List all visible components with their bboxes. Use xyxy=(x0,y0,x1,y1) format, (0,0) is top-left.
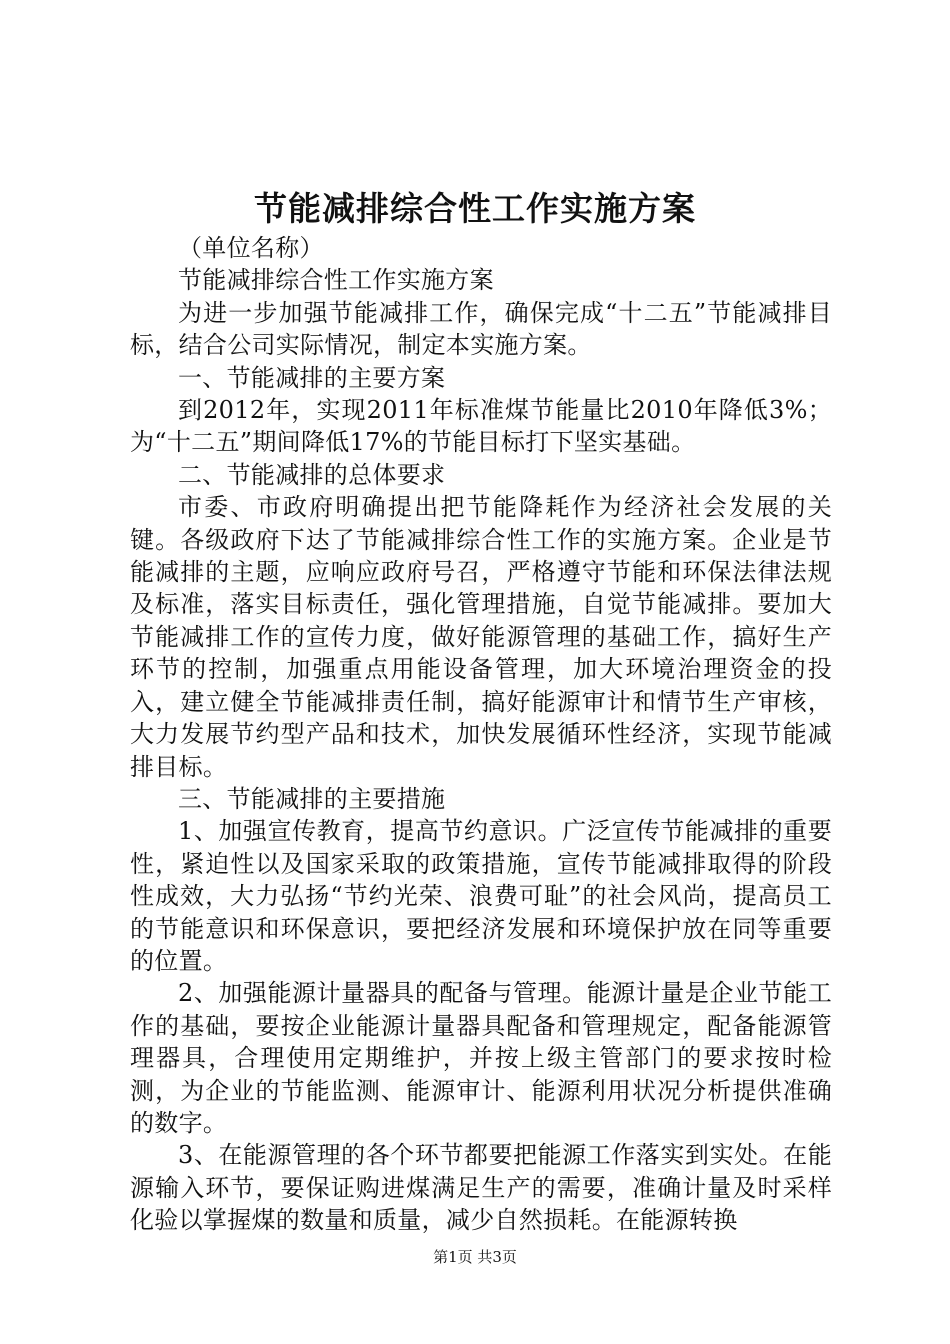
section-heading-1: 一、节能减排的主要方案 xyxy=(178,363,446,392)
subtitle-line: 节能减排综合性工作实施方案 xyxy=(178,266,494,295)
page-number-footer: 第1页 共3页 xyxy=(433,1248,517,1266)
intro-paragraph: 为进一步加强节能减排工作，确保完成“十二五”节能减排目标，结合公司实际情况，制定本实施方案。 xyxy=(130,298,832,360)
measure-1-paragraph: 1、加强宣传教育，提高节约意识。广泛宣传节能减排的重要性，紧迫性以及国家采取的政策措施，宣传节能减排取得的阶段性成效，大力弘扬“节约光荣、浪费可耻”的社会风尚，提高员工的节能意识和环保意识，要把经济发展和环境保护放在同等重要的位置。 xyxy=(130,817,832,975)
section-1-paragraph: 到2012年，实现2011年标准煤节能量比2010年降低3%；为“十二五”期间降低17%的节能目标打下坚实基础。 xyxy=(130,396,832,457)
document-title: 节能减排综合性工作实施方案 xyxy=(254,189,696,228)
section-heading-2: 二、节能减排的总体要求 xyxy=(178,460,446,489)
measure-3-paragraph: 3、在能源管理的各个环节都要把能源工作落实到实处。在能源输入环节，要保证购进煤满足生产的需要，准确计量及时采样化验以掌握煤的数量和质量，减少自然损耗。在能源转换 xyxy=(130,1141,832,1235)
unit-name-line: （单位名称） xyxy=(178,234,324,262)
section-heading-3: 三、节能减排的主要措施 xyxy=(178,784,446,813)
section-2-paragraph: 市委、市政府明确提出把节能降耗作为经济社会发展的关键。各级政府下达了节能减排综合性工作的实施方案。企业是节能减排的主题，应响应政府号召，严格遵守节能和环保法律法规及标准，落实目标责任，强化管理措施，自觉节能减排。要加大节能减排工作的宣传力度，做好能源管理的基础工作，搞好生产环节的控制，加强重点用能设备管理，加大环境治理资金的投入，建立健全节能减排责任制，搞好能源审计和情节生产审核，大力发展节约型产品和技术，加快发展循环性经济，实现节能减排目标。 xyxy=(130,493,832,781)
document-body xyxy=(130,232,832,1237)
measure-2-paragraph: 2、加强能源计量器具的配备与管理。能源计量是企业节能工作的基础，要按企业能源计量器具配备和管理规定，配备能源管理器具，合理使用定期维护，并按上级主管部门的要求按时检测，为企业的节能监测、能源审计、能源利用状况分析提供准确的数字。 xyxy=(130,979,832,1137)
